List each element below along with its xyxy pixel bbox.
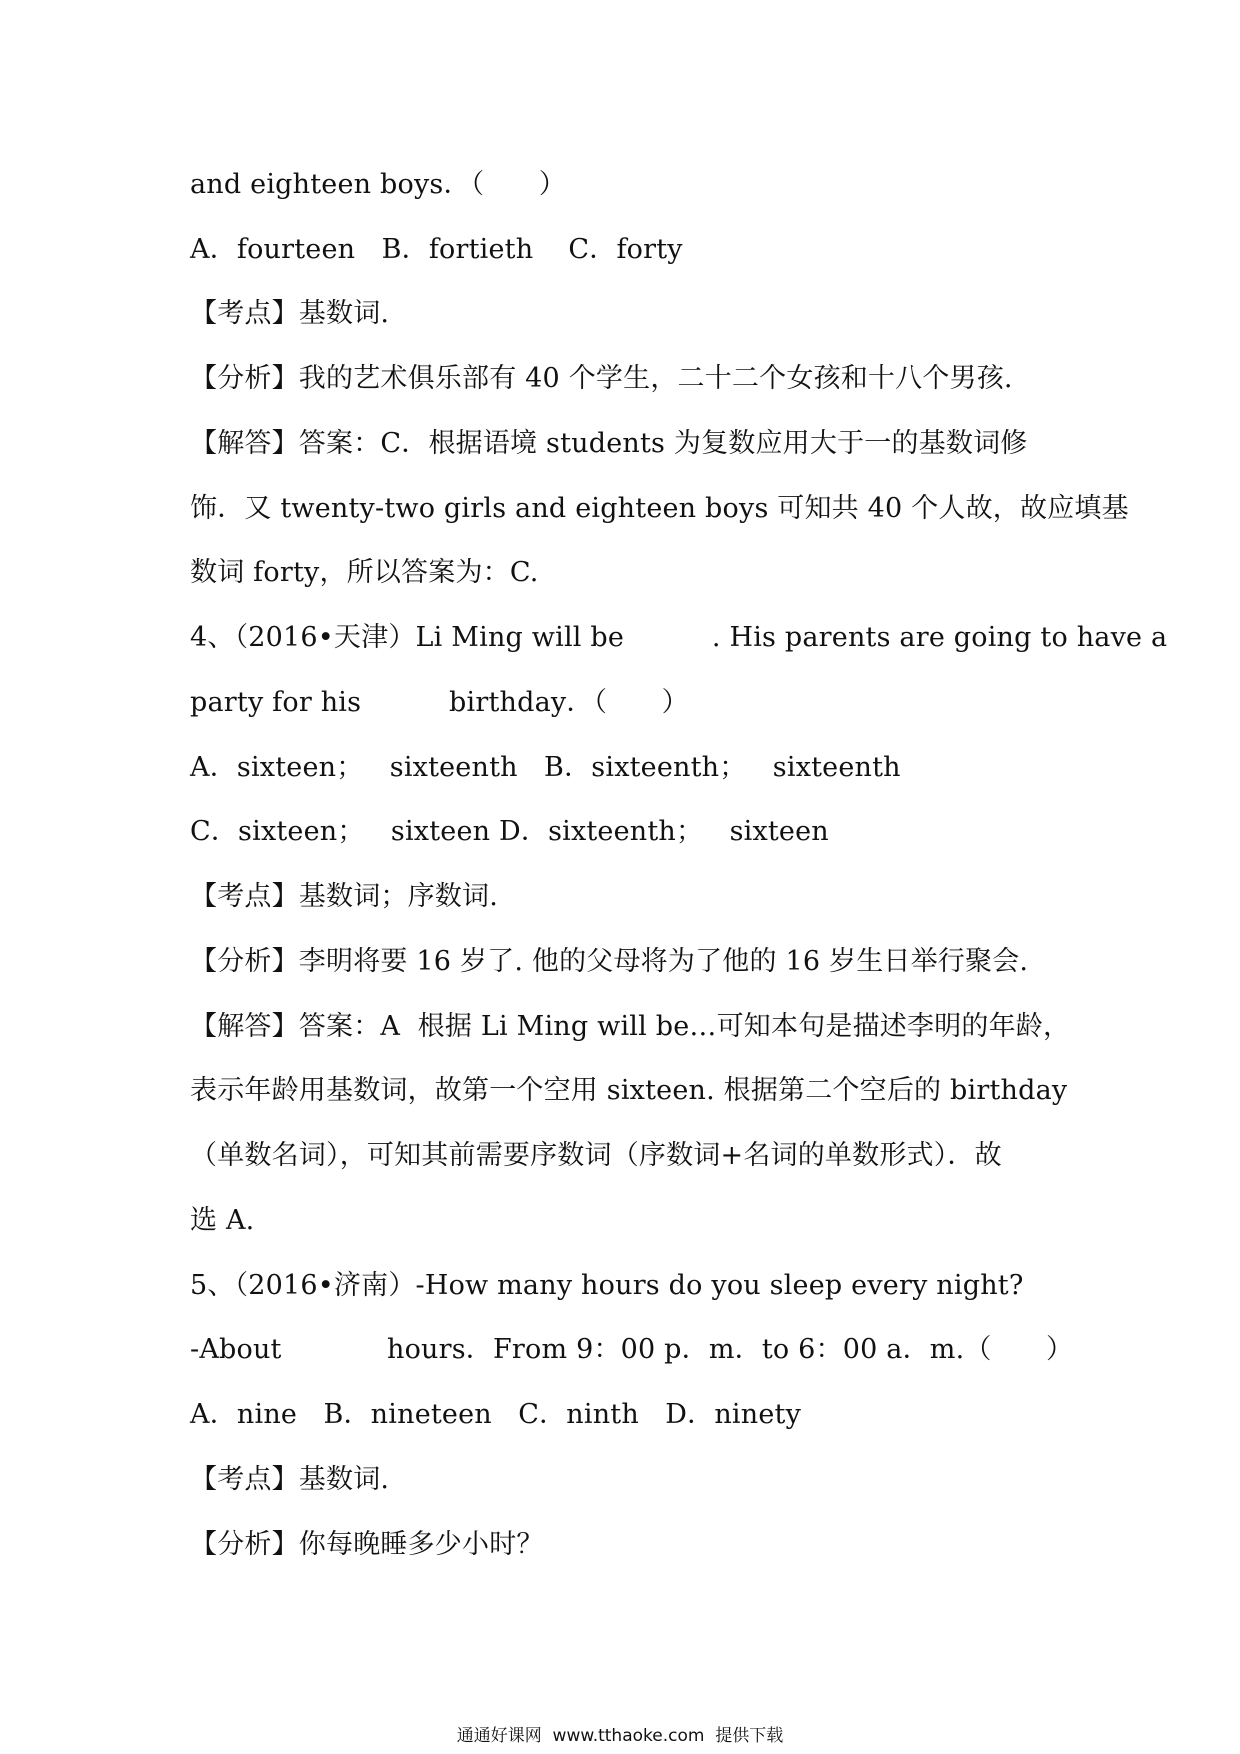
text-line: 【解答】答案：A 根据 Li Ming will be…可知本句是描述李明的年龄， <box>190 1011 1071 1042</box>
text-line: 【考点】基数词. <box>190 298 390 329</box>
text-line: 【分析】李明将要 16 岁了. 他的父母将为了他的 16 岁生日举行聚会. <box>190 946 1029 977</box>
text-line: A．sixteen； sixteenth B．sixteenth； sixteenth <box>190 752 901 783</box>
text-line: 饰．又 twenty-two girls and eighteen boys 可知共 40 个人故，故应填基 <box>190 493 1129 524</box>
text-line: 表示年龄用基数词，故第一个空用 sixteen. 根据第二个空后的 birthday <box>190 1075 1068 1106</box>
text-line: 5、（2016•济南）-How many hours do you sleep every night? <box>190 1270 1024 1301</box>
text-line: C．sixteen； sixteen D．sixteenth； sixteen <box>190 816 829 847</box>
text-line: 4、（2016•天津）Li Ming will be . His parents are going to have a <box>190 622 1168 653</box>
text-line: A．nine B．nineteen C．ninth D．ninety <box>190 1399 802 1430</box>
text-line: 数词 forty，所以答案为：C. <box>190 557 539 588</box>
text-line: （单数名词），可知其前需要序数词（序数词+名词的单数形式）．故 <box>190 1140 1002 1171</box>
text-line: 【考点】基数词. <box>190 1464 390 1495</box>
text-line: 【考点】基数词；序数词. <box>190 881 498 912</box>
text-line: -About hours．From 9：00 p．m．to 6：00 a．m.（ ） <box>190 1334 1074 1365</box>
text-line: 【分析】我的艺术俱乐部有 40 个学生，二十二个女孩和十八个男孩. <box>190 363 1013 394</box>
page-footer: 通通好课网 www.tthaoke.com 提供下载 <box>456 1726 784 1746</box>
text-line: 【解答】答案：C．根据语境 students 为复数应用大于一的基数词修 <box>190 428 1028 459</box>
text-line: A．fourteen B．fortieth C．forty <box>190 234 683 265</box>
text-line: party for his birthday．（ ） <box>190 687 689 718</box>
text-line: and eighteen boys．（ ） <box>190 169 566 200</box>
text-line: 选 A. <box>190 1205 255 1236</box>
text-line: 【分析】你每晚睡多少小时？ <box>190 1529 544 1560</box>
